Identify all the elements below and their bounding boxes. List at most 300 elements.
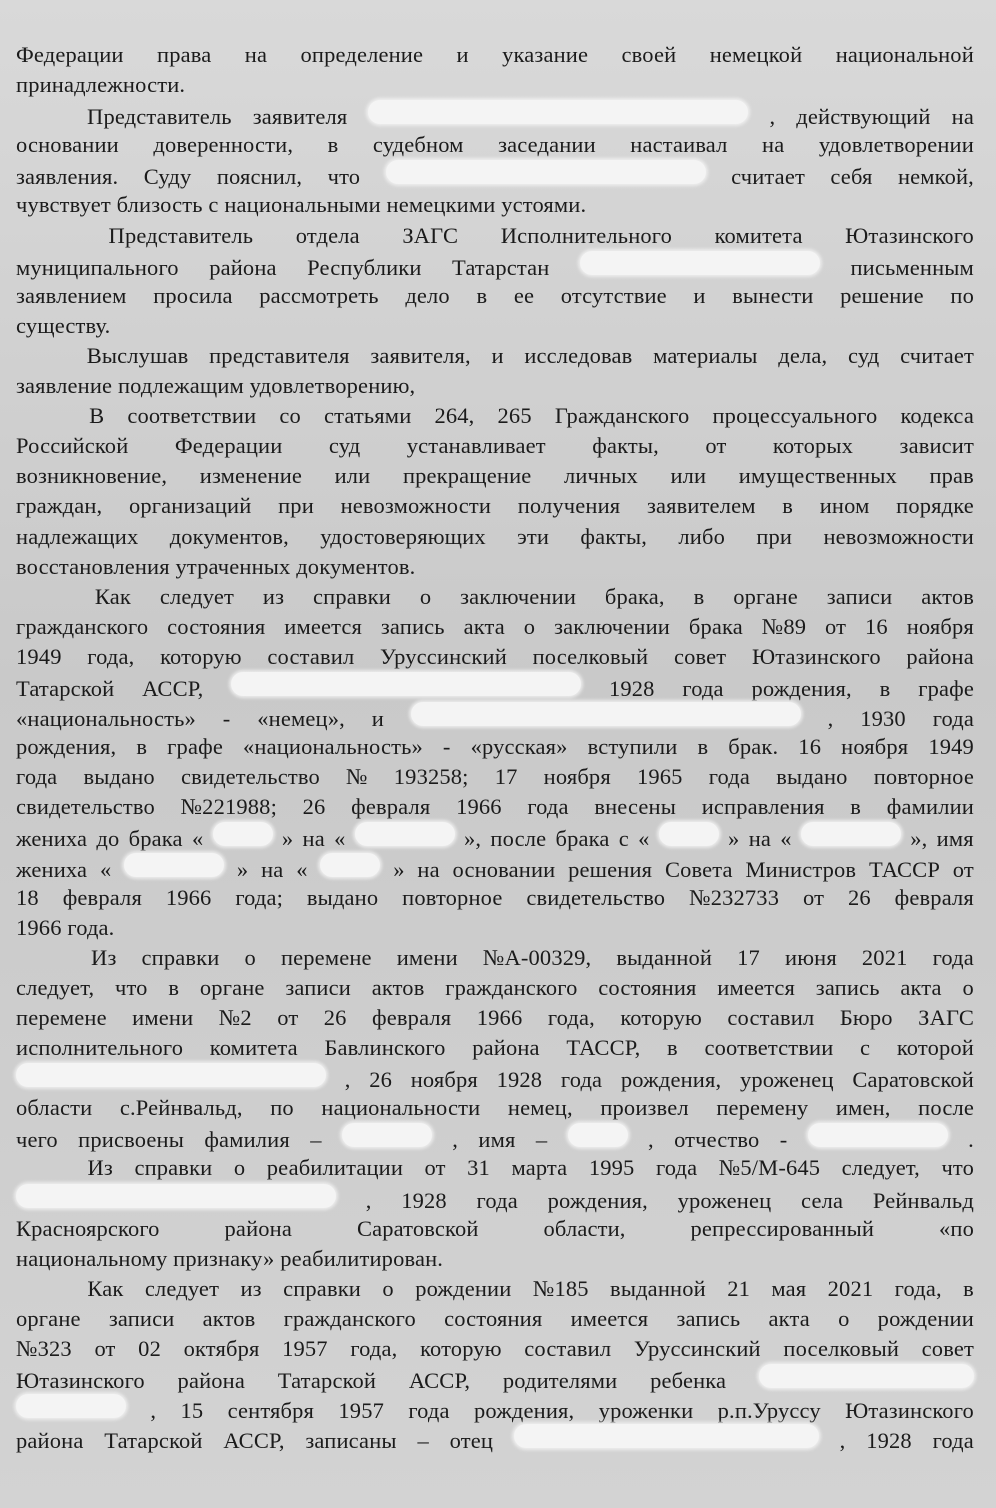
word: на bbox=[244, 42, 268, 67]
word: 1957 bbox=[282, 1336, 328, 1362]
word: 16 bbox=[865, 613, 888, 639]
text-span: 1966 года. bbox=[16, 914, 115, 940]
word: прав bbox=[929, 463, 974, 489]
word: записи bbox=[826, 583, 893, 609]
word: Ютазинского bbox=[845, 222, 974, 248]
word: получения bbox=[517, 493, 621, 519]
word: октября bbox=[183, 1336, 260, 1362]
redaction-mark bbox=[16, 1184, 336, 1208]
word: – bbox=[417, 1428, 429, 1454]
word: акта bbox=[900, 974, 942, 1000]
word: области bbox=[16, 1095, 93, 1121]
word: решения bbox=[568, 856, 653, 882]
text-line bbox=[16, 853, 974, 883]
word: представителя bbox=[209, 342, 350, 368]
word: повторное bbox=[873, 764, 974, 790]
word: » bbox=[728, 826, 740, 852]
word: дела, bbox=[778, 342, 828, 368]
word: №221988; bbox=[180, 794, 277, 820]
word: Гражданского bbox=[554, 403, 690, 429]
word: исследовав bbox=[524, 342, 633, 368]
word: и bbox=[491, 342, 504, 368]
word: В bbox=[89, 403, 105, 429]
text-span: восстановления утраченных документов. bbox=[16, 553, 416, 579]
word: Федерации bbox=[16, 42, 124, 67]
word: 1928 bbox=[401, 1187, 447, 1213]
word: права bbox=[157, 42, 212, 67]
word: что bbox=[327, 164, 361, 190]
word: в bbox=[667, 1035, 678, 1061]
text-span: принадлежности. bbox=[16, 72, 186, 98]
word: , bbox=[344, 1067, 351, 1093]
word: на bbox=[951, 104, 974, 130]
word: от bbox=[424, 1155, 446, 1181]
word: 1995 bbox=[588, 1155, 635, 1181]
word: района bbox=[209, 254, 277, 280]
word: 26 bbox=[302, 794, 326, 820]
word: года bbox=[560, 1067, 603, 1093]
word: жениха bbox=[16, 856, 88, 882]
word: в bbox=[136, 734, 148, 760]
word: на bbox=[417, 856, 440, 882]
word: основании bbox=[452, 856, 556, 882]
text-line bbox=[16, 100, 974, 130]
word: репрессированный bbox=[690, 1215, 875, 1241]
word: февраля bbox=[62, 884, 142, 910]
word: из bbox=[262, 583, 285, 609]
word: №323 bbox=[16, 1336, 72, 1362]
redaction-mark bbox=[386, 160, 706, 184]
word: уроженец bbox=[677, 1187, 772, 1213]
word: поселковый bbox=[783, 1336, 900, 1362]
word: , bbox=[365, 1187, 372, 1213]
word: свидетельство bbox=[180, 764, 320, 790]
word: Из bbox=[87, 1155, 113, 1181]
redaction-mark bbox=[759, 1364, 974, 1388]
word: состояния bbox=[167, 613, 266, 639]
word: при bbox=[278, 493, 314, 519]
word: 26 bbox=[323, 1005, 347, 1030]
word: года, bbox=[547, 1005, 595, 1030]
word: немкой, bbox=[897, 164, 974, 190]
word: или bbox=[334, 463, 371, 489]
word: Федерации bbox=[174, 433, 283, 459]
word: совет bbox=[673, 643, 727, 669]
text-line bbox=[16, 732, 974, 762]
text-line bbox=[16, 311, 974, 341]
word: 265 bbox=[497, 403, 532, 429]
redaction-mark bbox=[16, 1394, 126, 1418]
word: 16 bbox=[798, 734, 822, 760]
word: состояния bbox=[444, 1305, 543, 1331]
word: перемену bbox=[716, 1095, 809, 1121]
word: чего bbox=[16, 1127, 58, 1153]
word: 2021 bbox=[861, 944, 908, 970]
word: – bbox=[310, 1127, 322, 1153]
text-line bbox=[16, 1033, 974, 1063]
word: заявителем bbox=[646, 493, 756, 519]
redaction-mark bbox=[659, 822, 719, 846]
word: в bbox=[168, 974, 180, 1000]
word: выданной bbox=[610, 1275, 706, 1301]
word: статьями bbox=[323, 403, 412, 429]
word: « bbox=[334, 826, 346, 852]
word: зависит bbox=[899, 433, 974, 459]
word: АССР, bbox=[408, 1368, 471, 1394]
word: брака bbox=[688, 613, 743, 639]
word: Республики bbox=[307, 254, 422, 280]
word: ребенка bbox=[650, 1368, 727, 1394]
word: на bbox=[261, 856, 284, 882]
word: 1928 bbox=[496, 1067, 543, 1093]
word: «по bbox=[939, 1215, 974, 1241]
word: 1957 bbox=[338, 1398, 384, 1424]
word: года bbox=[476, 1187, 518, 1213]
redaction-mark bbox=[342, 1123, 432, 1147]
word: от bbox=[952, 856, 974, 882]
text-line bbox=[16, 160, 974, 190]
text-line bbox=[16, 371, 974, 401]
word: запись bbox=[380, 613, 445, 639]
word: реабилитации bbox=[266, 1155, 404, 1181]
word: записаны bbox=[305, 1428, 397, 1454]
word: Как bbox=[94, 583, 131, 609]
word: района bbox=[906, 643, 974, 669]
word: №185 bbox=[532, 1275, 589, 1301]
word: факты, bbox=[592, 433, 659, 459]
text-line bbox=[16, 221, 974, 251]
text-line bbox=[16, 1424, 974, 1454]
word: года, bbox=[894, 1275, 942, 1301]
word: произвел bbox=[600, 1095, 689, 1121]
word: графе bbox=[167, 734, 223, 760]
word: до bbox=[96, 826, 120, 852]
text-line bbox=[16, 70, 974, 100]
word: органе bbox=[733, 583, 798, 609]
text-line bbox=[16, 401, 974, 431]
word: муниципального bbox=[16, 254, 179, 280]
word: 1966 bbox=[165, 884, 212, 910]
word: рождения, bbox=[547, 1187, 648, 1213]
word: соответствии bbox=[704, 1035, 834, 1061]
word: немец, bbox=[507, 1095, 573, 1121]
word: Из bbox=[91, 944, 117, 970]
word: рождения, bbox=[474, 1398, 575, 1424]
word: Выслушав bbox=[86, 342, 189, 368]
word: июня bbox=[785, 944, 837, 970]
word: года bbox=[16, 764, 58, 790]
word: соответствии bbox=[127, 403, 257, 429]
text-line bbox=[16, 491, 974, 521]
word: присвоены bbox=[78, 1127, 184, 1153]
text-line bbox=[16, 190, 974, 220]
word: исполнительного bbox=[16, 1035, 184, 1061]
word: « bbox=[780, 826, 792, 852]
word: состояния bbox=[598, 974, 697, 1000]
text-line bbox=[16, 1394, 974, 1424]
word: Ютазинского bbox=[16, 1368, 145, 1394]
word: о bbox=[419, 583, 432, 609]
word: района bbox=[16, 1428, 84, 1454]
word: Бавлинского bbox=[324, 1035, 446, 1061]
word: Саратовской bbox=[852, 1067, 974, 1093]
word: выданной bbox=[616, 944, 713, 970]
word: акта bbox=[463, 613, 505, 639]
word: запись bbox=[676, 1305, 741, 1331]
word: 26 bbox=[847, 884, 871, 910]
word: года bbox=[408, 1398, 450, 1424]
word: , bbox=[839, 1428, 846, 1454]
word: с bbox=[860, 1035, 871, 1061]
word: №2 bbox=[218, 1005, 252, 1030]
word: Представитель bbox=[108, 222, 254, 248]
text-line bbox=[16, 1274, 974, 1304]
word: считает bbox=[731, 164, 805, 190]
word: , bbox=[452, 1127, 459, 1153]
word: о bbox=[233, 1155, 246, 1181]
word: свидетельство bbox=[16, 794, 155, 820]
word: на bbox=[302, 826, 325, 852]
word: в bbox=[697, 734, 709, 760]
word: следует, bbox=[16, 974, 95, 1000]
text-line bbox=[16, 792, 974, 822]
word: о bbox=[382, 1275, 394, 1301]
word: 1966 bbox=[456, 794, 502, 820]
word: №А-00329, bbox=[482, 944, 592, 970]
word: настаивал bbox=[630, 132, 728, 158]
word: повторное bbox=[402, 884, 503, 910]
word: составил bbox=[727, 1005, 815, 1030]
word: что bbox=[115, 974, 148, 1000]
word: года, bbox=[350, 1336, 398, 1362]
word: факты, bbox=[580, 523, 648, 549]
word: , bbox=[647, 1127, 654, 1153]
word: определение bbox=[300, 42, 424, 67]
word: «национальность» bbox=[242, 734, 423, 760]
word: брака bbox=[555, 826, 610, 852]
word: письменным bbox=[850, 254, 974, 280]
word: ином bbox=[819, 493, 870, 519]
word: выдано bbox=[776, 764, 848, 790]
word: года; bbox=[235, 884, 284, 910]
word: вынести bbox=[732, 282, 814, 308]
word: 1928 bbox=[608, 675, 655, 701]
word: АССР, bbox=[142, 675, 204, 701]
word: года bbox=[708, 764, 751, 790]
word: ЗАГС bbox=[918, 1005, 974, 1030]
word: АССР, bbox=[223, 1428, 285, 1454]
redaction-mark bbox=[16, 1063, 326, 1087]
word: доверенности, bbox=[153, 132, 294, 158]
text-line bbox=[16, 341, 974, 371]
text-line bbox=[16, 281, 974, 311]
word: поселковый bbox=[532, 643, 649, 669]
word: имя bbox=[936, 826, 974, 852]
word: « bbox=[638, 826, 650, 852]
word: устанавливает bbox=[406, 433, 546, 459]
word: материалы bbox=[653, 342, 758, 368]
word: отец bbox=[449, 1428, 494, 1454]
word: или bbox=[670, 463, 707, 489]
word: Татарстан bbox=[452, 254, 550, 280]
word: р.п.Уруссу bbox=[717, 1398, 821, 1424]
word: Как bbox=[87, 1275, 124, 1301]
text-line bbox=[16, 1304, 974, 1334]
text-line bbox=[16, 1244, 974, 1274]
word: и bbox=[371, 706, 384, 732]
word: на bbox=[748, 826, 772, 852]
word: « bbox=[296, 856, 308, 882]
word: записи bbox=[285, 974, 351, 1000]
word: «немец», bbox=[257, 706, 345, 732]
word: заявителя bbox=[252, 104, 348, 130]
word: имущественных bbox=[738, 463, 897, 489]
word: перемене bbox=[280, 944, 372, 970]
word: от bbox=[825, 613, 847, 639]
word: решение bbox=[840, 282, 924, 308]
word: рождения, bbox=[16, 734, 117, 760]
word: № bbox=[346, 764, 368, 790]
word: имеется bbox=[284, 613, 363, 639]
word: заявлением bbox=[16, 282, 127, 308]
word: и bbox=[456, 42, 469, 67]
word: №232733 bbox=[689, 884, 780, 910]
word: возникновение, bbox=[16, 463, 168, 489]
word: , bbox=[769, 104, 776, 130]
text-line bbox=[16, 1334, 974, 1364]
word: 18 bbox=[16, 884, 39, 910]
word: в bbox=[879, 675, 891, 701]
word: графе bbox=[918, 675, 974, 701]
word: справки bbox=[134, 1155, 213, 1181]
text-line bbox=[16, 612, 974, 642]
word: по bbox=[950, 282, 974, 308]
word: в bbox=[850, 794, 862, 820]
word: №89 bbox=[761, 613, 807, 639]
word: Саратовской bbox=[356, 1215, 479, 1241]
word: 17 bbox=[494, 764, 518, 790]
word: порядке bbox=[896, 493, 974, 519]
word: ноября bbox=[410, 1067, 478, 1093]
word: - bbox=[442, 734, 451, 760]
word: из bbox=[240, 1275, 262, 1301]
word: суд bbox=[328, 433, 361, 459]
word: . bbox=[968, 1127, 974, 1153]
word: », bbox=[463, 826, 482, 852]
word: заявителя, bbox=[370, 342, 471, 368]
word: запись bbox=[815, 974, 880, 1000]
word: 26 bbox=[369, 1067, 392, 1093]
word: немецкой bbox=[709, 42, 803, 67]
word: рождения, bbox=[620, 1067, 722, 1093]
word: ноября bbox=[906, 613, 974, 639]
word: изменение bbox=[199, 463, 303, 489]
word: Красноярского bbox=[16, 1215, 160, 1241]
word: заявления. bbox=[16, 164, 119, 190]
text-line bbox=[16, 1003, 974, 1033]
word: исправления bbox=[701, 794, 825, 820]
word: района bbox=[472, 1035, 540, 1061]
word: 21 bbox=[727, 1275, 750, 1301]
word: комитета bbox=[209, 1035, 298, 1061]
word: которую bbox=[620, 1005, 702, 1030]
word: своей bbox=[621, 42, 677, 67]
word: справки bbox=[313, 583, 391, 609]
word: выдано bbox=[83, 764, 155, 790]
redaction-mark bbox=[213, 822, 273, 846]
word: о bbox=[523, 613, 536, 639]
word: от bbox=[803, 884, 825, 910]
word: гражданского bbox=[445, 974, 578, 1000]
word: о bbox=[962, 974, 974, 1000]
word: - bbox=[779, 1127, 788, 1153]
word: выдано bbox=[306, 884, 379, 910]
word: следует bbox=[144, 1275, 220, 1301]
word: удовлетворении bbox=[818, 132, 974, 158]
word: уроженки bbox=[598, 1398, 694, 1424]
word: года bbox=[932, 1428, 974, 1454]
word: жениха bbox=[16, 826, 88, 852]
word: внесены bbox=[594, 794, 677, 820]
word: села bbox=[801, 1187, 844, 1213]
redaction-mark bbox=[231, 672, 581, 696]
word: себя bbox=[830, 164, 873, 190]
word: кодекса bbox=[900, 403, 974, 429]
word: ее bbox=[513, 282, 535, 308]
word: действующий bbox=[796, 104, 931, 130]
word: справки bbox=[141, 944, 220, 970]
word: Ютазинского bbox=[751, 643, 881, 669]
word: надлежащих bbox=[16, 523, 139, 549]
word: февраля bbox=[372, 1005, 452, 1030]
word: записи bbox=[108, 1305, 175, 1331]
word: года, bbox=[87, 643, 135, 669]
word: марта bbox=[511, 1155, 568, 1181]
word: 1930 bbox=[860, 706, 906, 732]
word: с.Рейнвальд, bbox=[119, 1095, 243, 1121]
word: года bbox=[932, 944, 974, 970]
word: имен, bbox=[835, 1095, 891, 1121]
word: Ютазинского bbox=[845, 1398, 974, 1424]
word: заключении bbox=[460, 583, 577, 609]
word: 193258; bbox=[393, 764, 469, 790]
word: ноября bbox=[841, 734, 909, 760]
word: » bbox=[236, 856, 249, 882]
word: эти bbox=[517, 523, 550, 549]
word: национальной bbox=[835, 42, 974, 67]
word: 1949 bbox=[928, 734, 974, 760]
word: брака, bbox=[604, 583, 665, 609]
word: судебном bbox=[372, 132, 464, 158]
text-line bbox=[16, 1123, 974, 1153]
word: 31 bbox=[467, 1155, 490, 1181]
word: отсутствие bbox=[560, 282, 667, 308]
word: отчество bbox=[674, 1127, 760, 1153]
text-line bbox=[16, 1214, 974, 1244]
word: 1966 bbox=[476, 1005, 523, 1030]
word: Исполнительного bbox=[500, 222, 673, 248]
word: гражданского bbox=[16, 613, 149, 639]
word: организаций bbox=[128, 493, 252, 519]
text-span: чувствует близость с национальными немецкими устоями. bbox=[16, 192, 587, 218]
word: района bbox=[177, 1368, 246, 1394]
word: района bbox=[224, 1215, 292, 1241]
redaction-mark bbox=[580, 251, 820, 275]
word: ЗАГС bbox=[402, 222, 459, 248]
word: Российской bbox=[16, 433, 129, 459]
word: рождении bbox=[415, 1275, 512, 1301]
word: основании bbox=[16, 132, 119, 158]
